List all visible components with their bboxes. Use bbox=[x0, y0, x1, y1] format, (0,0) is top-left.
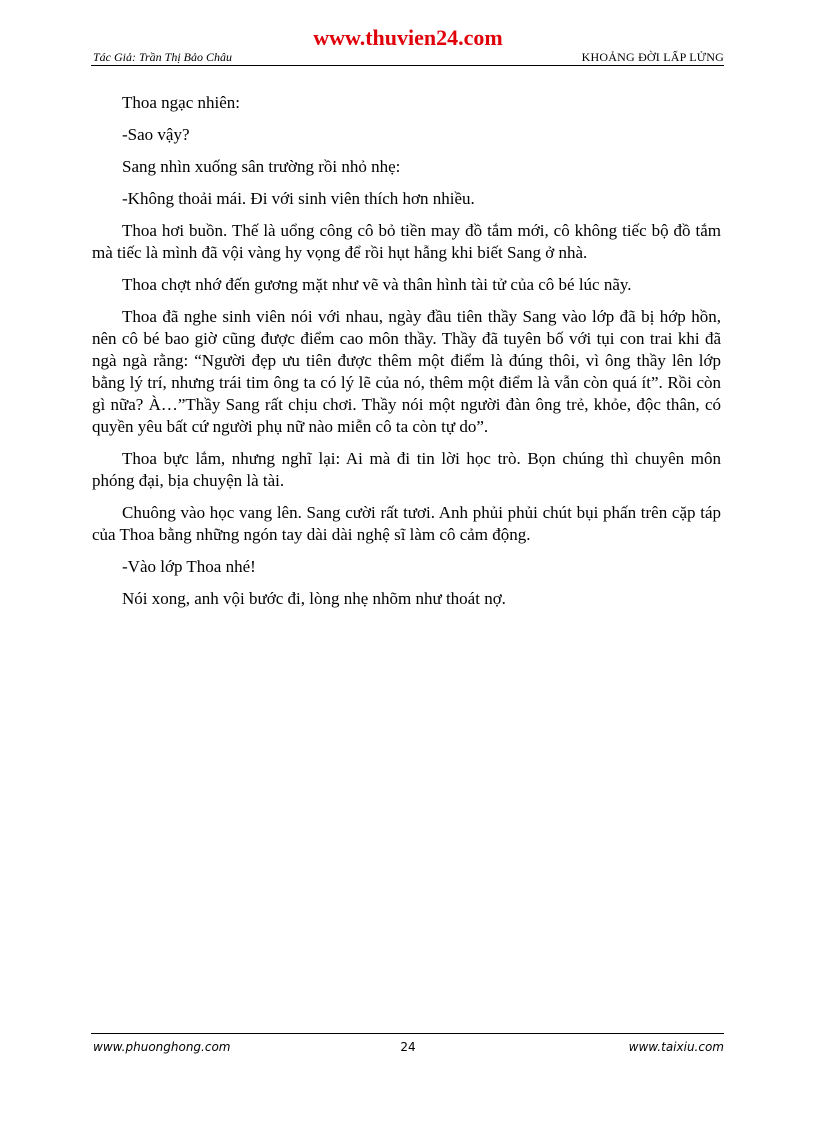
paragraph: Chuông vào học vang lên. Sang cười rất tươi. Anh phủi phủi chút bụi phấn trên cặp táp của Thoa bằng những ngón tay dài dài nghệ sĩ làm cô cảm động. bbox=[92, 503, 721, 544]
header-divider bbox=[91, 65, 724, 66]
paragraph: -Không thoải mái. Đi với sinh viên thích hơn nhiều. bbox=[122, 189, 475, 208]
author-line: Tác Giả: Trần Thị Bảo Châu bbox=[93, 50, 233, 64]
paragraph: -Sao vậy? bbox=[122, 125, 190, 144]
paragraph: Nói xong, anh vội bước đi, lòng nhẹ nhõm như thoát nợ. bbox=[122, 589, 506, 608]
paragraph: -Vào lớp Thoa nhé! bbox=[122, 557, 256, 576]
footer-divider bbox=[91, 1033, 724, 1034]
paragraph: Thoa bực lắm, nhưng nghĩ lại: Ai mà đi tin lời học trò. Bọn chúng thì chuyên môn phóng đại, bịa chuyện là tài. bbox=[92, 449, 721, 490]
site-url: www.thuvien24.com bbox=[313, 25, 503, 50]
paragraph: Thoa hơi buồn. Thế là uổng công cô bỏ tiền may đồ tắm mới, cô không tiếc bộ đồ tắm mà tiếc là mình đã vội vàng hy vọng để rồi hụt hẫng khi biết Sang ở nhà. bbox=[92, 221, 721, 262]
paragraph: Sang nhìn xuống sân trường rồi nhỏ nhẹ: bbox=[122, 157, 401, 176]
paragraph: Thoa chợt nhớ đến gương mặt như vẽ và thân hình tài tử của cô bé lúc nãy. bbox=[122, 275, 632, 294]
page-number: 24 bbox=[400, 1040, 416, 1054]
page-body bbox=[92, 92, 721, 620]
paragraph: Thoa ngạc nhiên: bbox=[122, 93, 241, 112]
footer-right-link: www.taixiu.com bbox=[628, 1040, 724, 1054]
footer-left-link: www.phuonghong.com bbox=[93, 1040, 231, 1054]
book-title: KHOẢNG ĐỜI LẤP LỬNG bbox=[581, 50, 724, 64]
paragraph: Thoa đã nghe sinh viên nói với nhau, ngày đầu tiên thầy Sang vào lớp đã bị hớp hồn, nên cô bé bao giờ cũng được điểm cao môn thầy. Thầy đã tuyên bố với tụi con trai khi đã ngà ngà rằng: “Người đẹp ưu tiên được thêm một điểm là đúng thôi, vì ông thầy lên lớp bằng lý trí, nhưng trái tim ông ta có lý lẽ của nó, thêm một điểm là vẫn còn quá ít”. Rồi còn gì nữa? À…”Thầy Sang rất chịu chơi. Thầy nói một người đàn ông trẻ, khỏe, độc thân, có quyền yêu bất cứ người phụ nữ nào miễn cô ta còn tự do”. bbox=[92, 307, 721, 436]
